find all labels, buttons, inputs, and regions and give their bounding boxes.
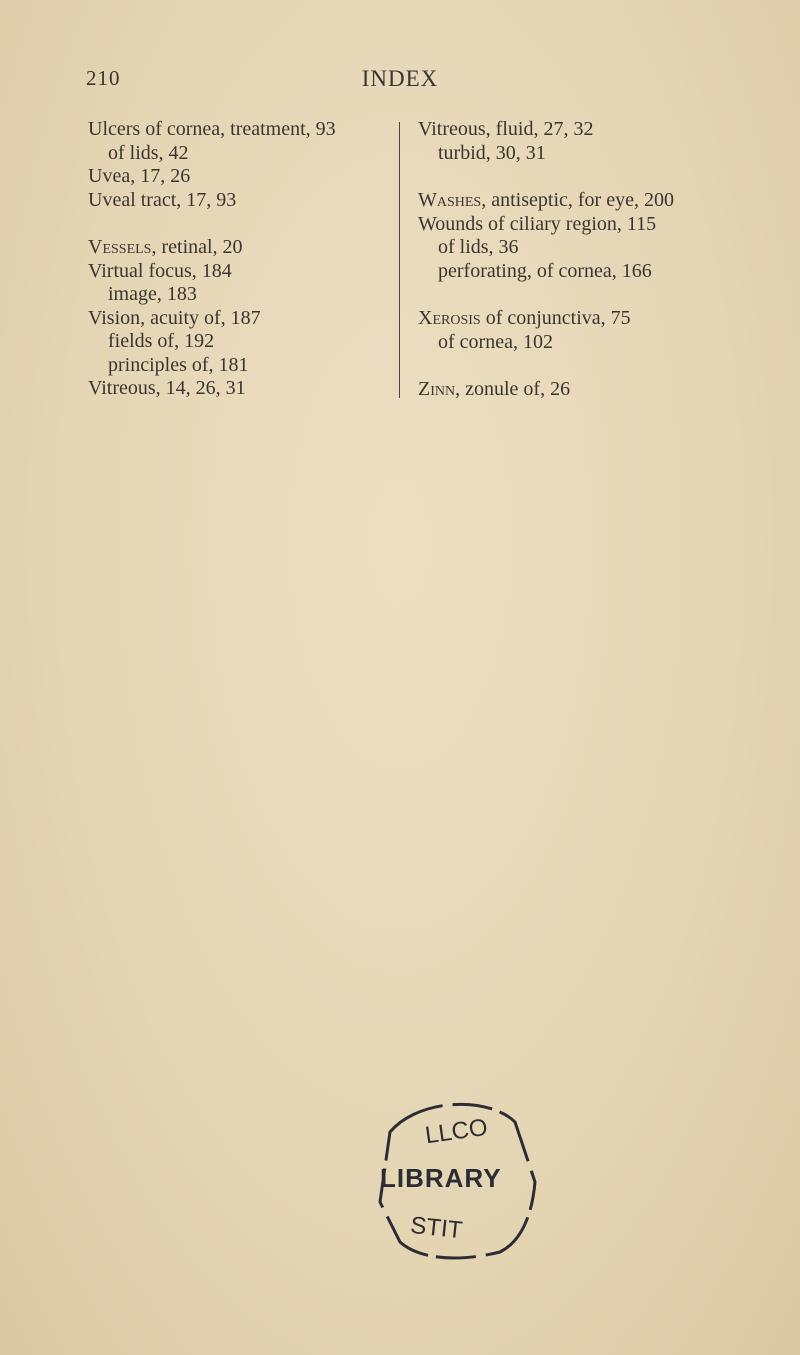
index-entry-text: Ulcers of cornea, treatment, 93 — [88, 118, 336, 140]
library-stamp — [350, 1092, 550, 1262]
index-entry-text: image, 183 — [108, 283, 197, 305]
index-entry-text: Vitreous, fluid, 27, 32 — [418, 118, 594, 140]
index-entry-head: Washes — [418, 189, 482, 211]
index-entry — [418, 213, 798, 237]
index-entry-text: Uvea, 17, 26 — [88, 165, 191, 187]
index-entry-text: , zonule of, 26 — [455, 378, 571, 400]
index-column-right — [418, 118, 798, 402]
column-divider — [399, 122, 400, 398]
index-entry-text: , antiseptic, for eye, 200 — [481, 189, 674, 211]
index-entry — [88, 142, 388, 166]
index-column-left — [88, 118, 388, 401]
index-entry — [418, 378, 798, 402]
index-entry — [88, 307, 388, 331]
index-entry — [88, 260, 388, 284]
index-entry-head: Xerosis — [418, 307, 481, 329]
index-entry — [418, 142, 798, 166]
index-entry — [88, 189, 388, 213]
index-entry-text: Virtual focus, 184 — [88, 259, 232, 282]
stamp-middle-text: LIBRARY — [380, 1163, 502, 1193]
index-entry-text: perforating, of cornea, 166 — [438, 259, 652, 282]
index-entry — [418, 331, 798, 355]
index-entry — [418, 236, 798, 260]
index-entry — [88, 330, 388, 354]
index-entry-text: of lids, 42 — [108, 141, 189, 164]
index-entry-head: Vessels — [88, 236, 152, 258]
index-entry-head: Zinn — [418, 378, 456, 400]
index-entry-text: Uveal tract, 17, 93 — [88, 188, 237, 211]
index-entry-text: of cornea, 102 — [438, 330, 553, 353]
index-entry-text: principles of, 181 — [108, 353, 249, 376]
index-entry — [88, 236, 388, 260]
running-head: INDEX — [361, 66, 439, 91]
index-entry — [88, 283, 388, 307]
index-entry — [88, 118, 388, 142]
index-entry — [418, 260, 798, 284]
index-entry — [88, 165, 388, 189]
index-entry — [418, 118, 798, 142]
index-entry-text: Vision, acuity of, 187 — [88, 306, 261, 329]
index-entry-text: of lids, 36 — [438, 236, 519, 258]
index-entry-text: of conjunctiva, 75 — [480, 307, 631, 329]
index-entry — [88, 354, 388, 378]
index-entry-text: fields of, 192 — [108, 330, 215, 352]
index-entry — [88, 377, 388, 401]
index-entry — [418, 307, 798, 331]
index-entry-text: , retinal, 20 — [151, 236, 243, 258]
index-entry-text: Vitreous, 14, 26, 31 — [88, 377, 246, 399]
stamp-top-text: LLCO — [423, 1113, 490, 1150]
page-number: 210 — [86, 66, 121, 90]
stamp-bottom-text: STIT — [409, 1211, 464, 1245]
index-entry-text: turbid, 30, 31 — [438, 141, 546, 164]
index-entry-text: Wounds of ciliary region, 115 — [418, 212, 657, 235]
index-entry — [418, 189, 798, 213]
